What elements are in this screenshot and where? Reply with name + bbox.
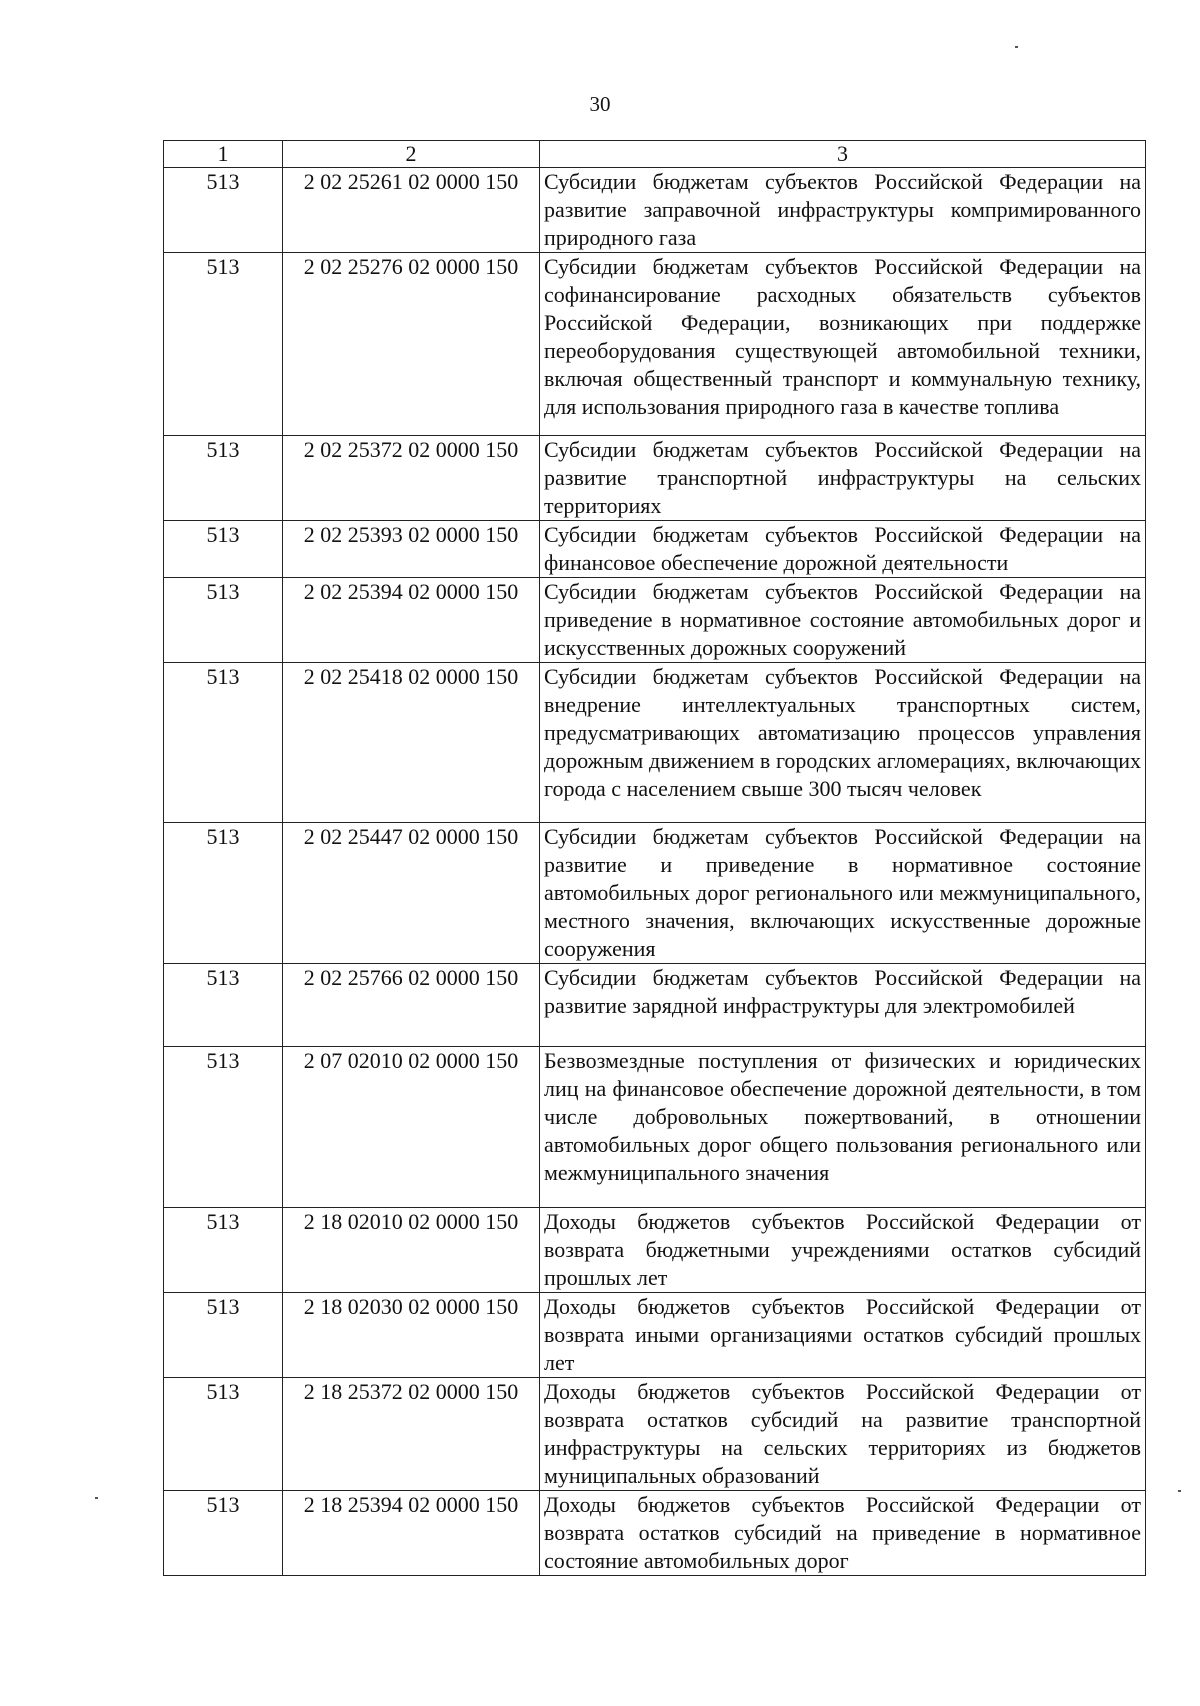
description-cell: Безвозмездные поступления от физических и юридических лиц на финансовое обеспечение дорожной деятельности, в том числе добровольных пожертвований, в отношении автомобильных дорог общего пользования регионального или межмуниципального значения [540,1047,1146,1208]
table-row [164,1047,1146,1208]
revenue-code-cell: 2 18 25372 02 0000 150 [283,1378,540,1491]
admin-code-cell: 513 [164,964,283,1047]
table-row [164,436,1146,521]
description-cell: Субсидии бюджетам субъектов Российской Федерации на развитие транспортной инфраструктуры на сельских территориях [540,436,1146,521]
admin-code-cell: 513 [164,1293,283,1378]
revenue-code-cell: 2 02 25372 02 0000 150 [283,436,540,521]
admin-code-cell: 513 [164,1491,283,1576]
revenue-code-cell: 2 02 25276 02 0000 150 [283,253,540,436]
admin-code-cell: 513 [164,663,283,823]
description-cell: Субсидии бюджетам субъектов Российской Федерации на приведение в нормативное состояние автомобильных дорог и искусственных дорожных сооружений [540,578,1146,663]
revenue-code-cell: 2 02 25393 02 0000 150 [283,521,540,578]
table-header-row [164,141,1146,168]
revenue-code-cell: 2 18 25394 02 0000 150 [283,1491,540,1576]
revenue-code-cell: 2 02 25447 02 0000 150 [283,823,540,964]
table-row [164,578,1146,663]
scan-speck [95,1497,98,1499]
revenue-code-cell: 2 02 25261 02 0000 150 [283,168,540,253]
table-row [164,253,1146,436]
table-row [164,663,1146,823]
description-cell: Субсидии бюджетам субъектов Российской Федерации на финансовое обеспечение дорожной деятельности [540,521,1146,578]
scan-speck [1015,46,1018,48]
revenue-code-cell: 2 02 25418 02 0000 150 [283,663,540,823]
admin-code-cell: 513 [164,1208,283,1293]
admin-code-cell: 513 [164,521,283,578]
scan-speck [1178,1490,1181,1492]
table-row [164,823,1146,964]
description-cell: Доходы бюджетов субъектов Российской Федерации от возврата бюджетными учреждениями остатков субсидий прошлых лет [540,1208,1146,1293]
page-number: 30 [589,92,611,116]
description-cell: Субсидии бюджетам субъектов Российской Федерации на внедрение интеллектуальных транспортных систем, предусматривающих автоматизацию процессов управления дорожным движением в городских агломерациях, включающих города с населением свыше 300 тысяч человек [540,663,1146,823]
table-row [164,1208,1146,1293]
admin-code-cell: 513 [164,168,283,253]
revenue-code-cell: 2 02 25394 02 0000 150 [283,578,540,663]
column-header-2: 2 [283,141,540,168]
admin-code-cell: 513 [164,436,283,521]
description-cell: Субсидии бюджетам субъектов Российской Федерации на софинансирование расходных обязательств субъектов Российской Федерации, возникающих при поддержке переоборудования существующей автомобильной техники, включая общественный транспорт и коммунальную технику, для использования природного газа в качестве топлива [540,253,1146,436]
table-row [164,1378,1146,1491]
description-cell: Субсидии бюджетам субъектов Российской Федерации на развитие и приведение в нормативное состояние автомобильных дорог регионального или межмуниципального, местного значения, включающих искусственные дорожные сооружения [540,823,1146,964]
admin-code-cell: 513 [164,1047,283,1208]
description-cell: Субсидии бюджетам субъектов Российской Федерации на развитие заправочной инфраструктуры компримированного природного газа [540,168,1146,253]
admin-code-cell: 513 [164,1378,283,1491]
description-cell: Доходы бюджетов субъектов Российской Федерации от возврата иными организациями остатков субсидий прошлых лет [540,1293,1146,1378]
revenue-code-cell: 2 02 25766 02 0000 150 [283,964,540,1047]
description-cell: Субсидии бюджетам субъектов Российской Федерации на развитие зарядной инфраструктуры для электромобилей [540,964,1146,1047]
table-row [164,521,1146,578]
description-cell: Доходы бюджетов субъектов Российской Федерации от возврата остатков субсидий на приведение в нормативное состояние автомобильных дорог [540,1491,1146,1576]
admin-code-cell: 513 [164,578,283,663]
admin-code-cell: 513 [164,823,283,964]
column-header-3: 3 [540,141,1146,168]
table-row [164,1491,1146,1576]
revenue-code-cell: 2 18 02030 02 0000 150 [283,1293,540,1378]
admin-code-cell: 513 [164,253,283,436]
table-row [164,168,1146,253]
description-cell: Доходы бюджетов субъектов Российской Федерации от возврата остатков субсидий на развитие транспортной инфраструктуры на сельских территориях из бюджетов муниципальных образований [540,1378,1146,1491]
revenue-code-cell: 2 18 02010 02 0000 150 [283,1208,540,1293]
table-row [164,1293,1146,1378]
table-row [164,964,1146,1047]
column-header-1: 1 [164,141,283,168]
revenue-code-cell: 2 07 02010 02 0000 150 [283,1047,540,1208]
revenue-codes-table [163,140,1146,1576]
